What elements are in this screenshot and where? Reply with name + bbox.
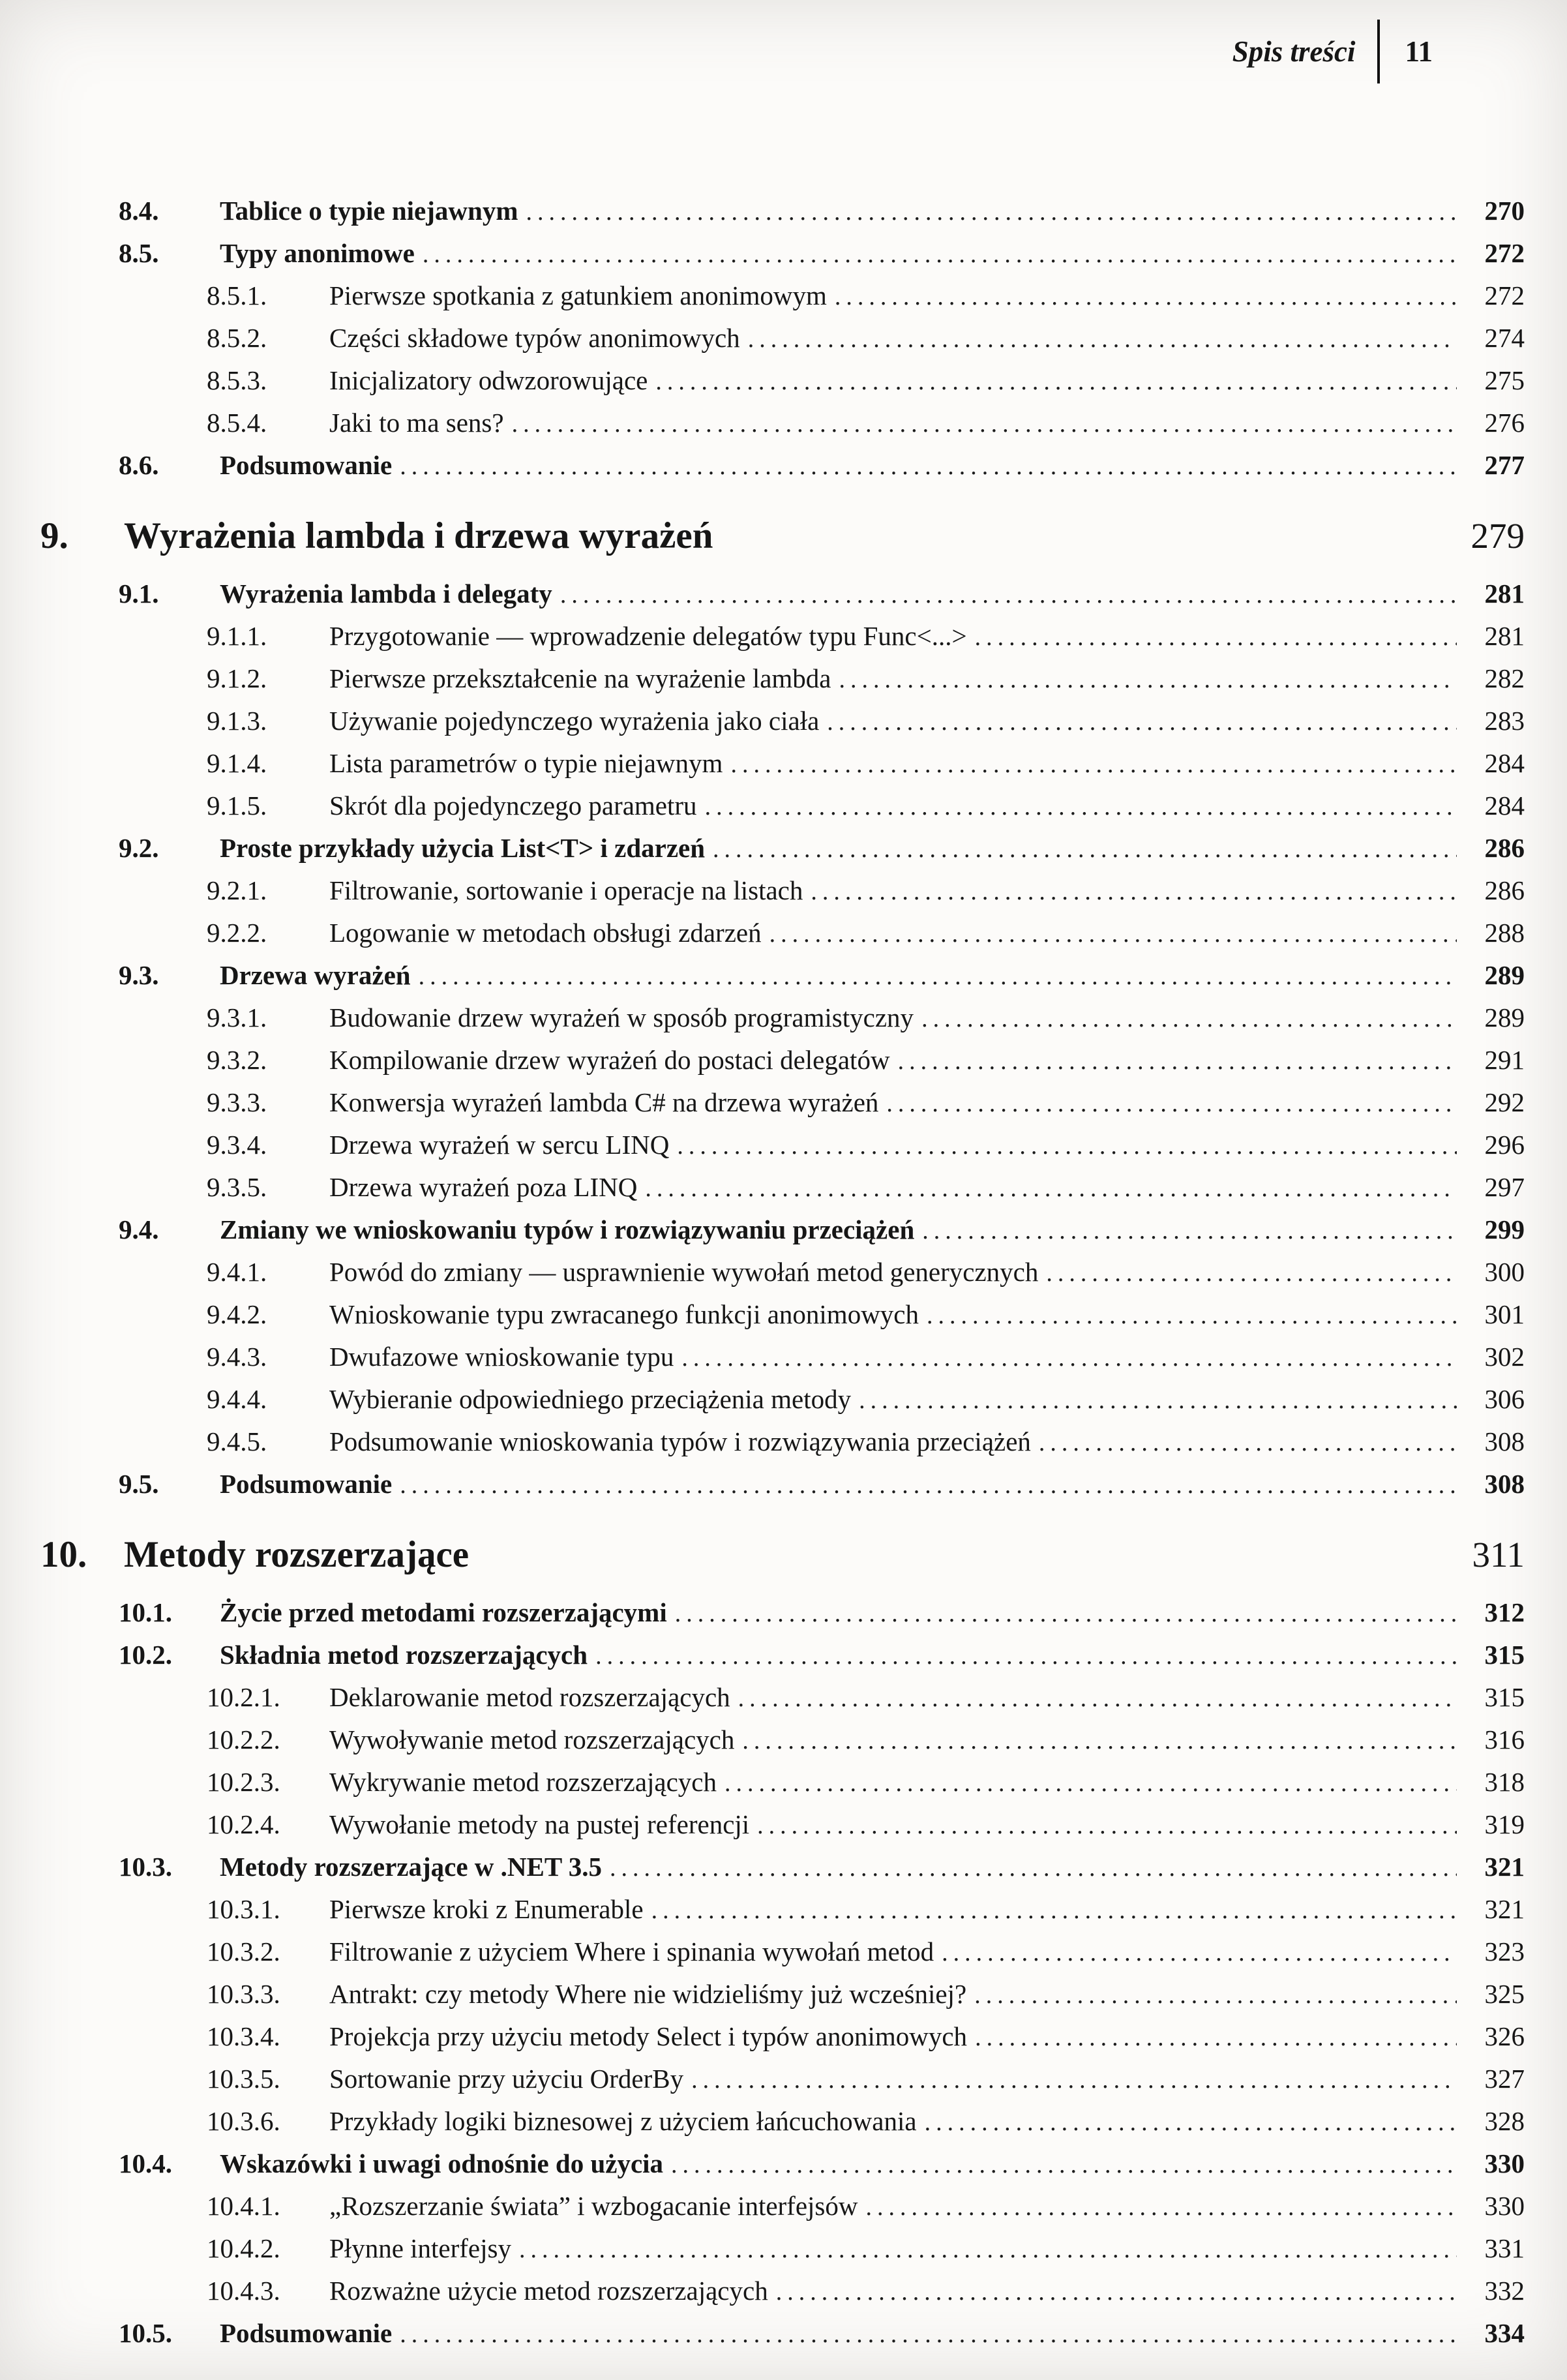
entry-title: Składnia metod rozszerzających — [220, 1640, 588, 1670]
dot-leader — [866, 2186, 1457, 2228]
dot-leader — [671, 2143, 1457, 2186]
entry-title: Skrót dla pojedynczego parametru — [329, 791, 697, 821]
entry-number: 8.5.2. — [207, 323, 267, 353]
dot-leader — [651, 1889, 1457, 1931]
entry-page-number: 279 — [1470, 516, 1525, 556]
entry-page-number: 281 — [1484, 621, 1525, 651]
dot-leader — [400, 1464, 1457, 1506]
toc-entry-row — [40, 616, 1525, 658]
entry-number: 9.3.1. — [207, 1002, 267, 1032]
entry-number: 9.4.4. — [207, 1384, 267, 1414]
dot-leader — [610, 1846, 1457, 1889]
toc-entry-row — [40, 955, 1525, 997]
toc-entry-row — [40, 1336, 1525, 1379]
dot-leader — [975, 2016, 1457, 2058]
toc-entry-row — [40, 2101, 1525, 2143]
dot-leader — [730, 743, 1457, 785]
toc-entry-row — [40, 1464, 1525, 1506]
entry-number: 8.5.1. — [207, 280, 267, 310]
entry-number: 9.1.2. — [207, 663, 267, 693]
dot-leader — [776, 2270, 1457, 2313]
entry-number: 10. — [40, 1534, 87, 1575]
entry-title: Podsumowanie — [220, 1469, 393, 1499]
entry-page-number: 289 — [1484, 960, 1525, 990]
entry-number: 9. — [40, 515, 68, 556]
entry-number: 9.1.4. — [207, 748, 267, 778]
dot-leader — [713, 828, 1457, 870]
toc-entry-row — [40, 1421, 1525, 1464]
entry-number: 9.3. — [119, 960, 159, 990]
dot-leader — [681, 1336, 1457, 1379]
entry-title: Pierwsze spotkania z gatunkiem anonimowym — [329, 280, 827, 310]
running-header-page-number: 11 — [1405, 35, 1433, 68]
entry-number: 10.4.1. — [207, 2191, 280, 2221]
dot-leader — [757, 1804, 1457, 1846]
entry-number: 9.2.2. — [207, 918, 267, 948]
toc-entry-row — [40, 658, 1525, 700]
entry-page-number: 277 — [1484, 450, 1525, 480]
toc-entry-row — [40, 445, 1525, 487]
entry-title: Filtrowanie z użyciem Where i spinania wywołań metod — [329, 1936, 934, 1966]
entry-number: 8.4. — [119, 196, 159, 226]
entry-page-number: 318 — [1484, 1767, 1525, 1797]
dot-leader — [921, 997, 1457, 1040]
dot-leader — [975, 616, 1457, 658]
entry-number: 9.3.2. — [207, 1045, 267, 1075]
dot-leader — [769, 912, 1457, 955]
entry-number: 10.3.5. — [207, 2064, 280, 2094]
entry-number: 9.4.5. — [207, 1426, 267, 1456]
entry-page-number: 274 — [1484, 323, 1525, 353]
entry-page-number: 323 — [1484, 1936, 1525, 1966]
entry-number: 10.2.3. — [207, 1767, 280, 1797]
entry-title: Drzewa wyrażeń — [220, 960, 411, 990]
entry-page-number: 328 — [1484, 2106, 1525, 2136]
entry-page-number: 300 — [1484, 1257, 1525, 1287]
entry-number: 10.2.2. — [207, 1725, 280, 1755]
toc-entry-row — [40, 700, 1525, 743]
entry-page-number: 325 — [1484, 1979, 1525, 2009]
dot-leader — [560, 573, 1457, 616]
entry-page-number: 308 — [1484, 1469, 1525, 1499]
entry-title: Powód do zmiany — usprawnienie wywołań metod generycznych — [329, 1257, 1039, 1287]
toc-entry-row — [40, 828, 1525, 870]
entry-title: Metody rozszerzające w .NET 3.5 — [220, 1852, 602, 1882]
entry-page-number: 296 — [1484, 1130, 1525, 1160]
entry-page-number: 272 — [1484, 280, 1525, 310]
toc-entry-row — [40, 1762, 1525, 1804]
entry-page-number: 270 — [1484, 196, 1525, 226]
entry-title: Używanie pojedynczego wyrażenia jako ciała — [329, 706, 820, 736]
toc-entry-row — [40, 2313, 1525, 2355]
entry-number: 8.5.4. — [207, 408, 267, 438]
toc-entry-row — [40, 1931, 1525, 1974]
entry-title: Części składowe typów anonimowych — [329, 323, 740, 353]
toc-entry-row — [40, 1592, 1525, 1634]
entry-number: 10.4. — [119, 2148, 172, 2178]
entry-number: 9.1.5. — [207, 791, 267, 821]
dot-leader — [595, 1634, 1457, 1677]
entry-number: 9.3.3. — [207, 1087, 267, 1117]
toc-entry-row — [40, 2186, 1525, 2228]
dot-leader — [691, 2058, 1457, 2101]
entry-number: 9.3.5. — [207, 1172, 267, 1202]
entry-page-number: 284 — [1484, 791, 1525, 821]
entry-number: 10.3.2. — [207, 1936, 280, 1966]
entry-number: 9.4.1. — [207, 1257, 267, 1287]
entry-title: Projekcja przy użyciu metody Select i typów anonimowych — [329, 2021, 968, 2051]
toc-entry-row — [40, 1167, 1525, 1209]
entry-page-number: 311 — [1472, 1535, 1525, 1574]
entry-page-number: 321 — [1484, 1894, 1525, 1924]
entry-number: 9.4.3. — [207, 1342, 267, 1372]
entry-title: Antrakt: czy metody Where nie widzieliśmy już wcześniej? — [329, 1979, 967, 2009]
toc-entry-row — [40, 912, 1525, 955]
toc-entry-row — [40, 743, 1525, 785]
entry-page-number: 330 — [1484, 2191, 1525, 2221]
dot-leader — [738, 1677, 1457, 1719]
entry-page-number: 308 — [1484, 1426, 1525, 1456]
dot-leader — [922, 1209, 1457, 1252]
entry-page-number: 315 — [1484, 1682, 1525, 1712]
toc-entry-row — [40, 1974, 1525, 2016]
dot-leader — [811, 870, 1457, 912]
entry-title: Jaki to ma sens? — [329, 408, 504, 438]
entry-page-number: 289 — [1484, 1002, 1525, 1032]
entry-page-number: 276 — [1484, 408, 1525, 438]
toc-entry-row — [40, 233, 1525, 275]
entry-number: 9.2. — [119, 833, 159, 863]
entry-title: Płynne interfejsy — [329, 2233, 511, 2263]
entry-title: Proste przykłady użycia List<T> i zdarzeń — [220, 833, 706, 863]
entry-title: Podsumowanie wnioskowania typów i rozwiązywania przeciążeń — [329, 1426, 1031, 1456]
toc-entry-row — [40, 870, 1525, 912]
toc-entry-row — [40, 1719, 1525, 1762]
entry-page-number: 297 — [1484, 1172, 1525, 1202]
dot-leader — [512, 402, 1457, 445]
entry-number: 10.5. — [119, 2318, 172, 2348]
entry-page-number: 291 — [1484, 1045, 1525, 1075]
entry-title: Tablice o typie niejawnym — [220, 196, 518, 226]
dot-leader — [748, 318, 1457, 360]
toc-entry-row — [40, 1889, 1525, 1931]
toc-entry-row — [40, 1677, 1525, 1719]
entry-title: Kompilowanie drzew wyrażeń do postaci delegatów — [329, 1045, 890, 1075]
entry-title: Filtrowanie, sortowanie i operacje na listach — [329, 875, 803, 905]
entry-page-number: 284 — [1484, 748, 1525, 778]
entry-number: 10.2.1. — [207, 1682, 280, 1712]
entry-page-number: 326 — [1484, 2021, 1525, 2051]
entry-title: Drzewa wyrażeń poza LINQ — [329, 1172, 638, 1202]
entry-title: Wnioskowanie typu zwracanego funkcji anonimowych — [329, 1299, 919, 1329]
entry-page-number: 306 — [1484, 1384, 1525, 1414]
entry-page-number: 281 — [1484, 579, 1525, 609]
entry-page-number: 312 — [1484, 1597, 1525, 1627]
toc-entry-row — [40, 997, 1525, 1040]
toc-entry-row — [40, 573, 1525, 616]
entry-number: 8.6. — [119, 450, 159, 480]
entry-title: Metody rozszerzające — [124, 1534, 470, 1575]
dot-leader — [925, 2101, 1457, 2143]
toc-chapter-row — [40, 512, 1525, 560]
entry-title: Pierwsze przekształcenie na wyrażenie lambda — [329, 663, 831, 693]
toc-entry-row — [40, 275, 1525, 318]
entry-number: 8.5.3. — [207, 365, 267, 395]
dot-leader — [423, 233, 1457, 275]
dot-leader — [1046, 1252, 1457, 1294]
entry-title: Wyrażenia lambda i delegaty — [220, 579, 552, 609]
entry-title: Wykrywanie metod rozszerzających — [329, 1767, 717, 1797]
entry-page-number: 331 — [1484, 2233, 1525, 2263]
entry-number: 10.3.3. — [207, 1979, 280, 2009]
toc-entry-row — [40, 2058, 1525, 2101]
toc-entry-row — [40, 1252, 1525, 1294]
toc-entry-row — [40, 785, 1525, 828]
dot-leader — [400, 2313, 1457, 2355]
entry-page-number: 327 — [1484, 2064, 1525, 2094]
entry-page-number: 321 — [1484, 1852, 1525, 1882]
entry-page-number: 299 — [1484, 1214, 1525, 1244]
toc-list — [40, 190, 1525, 2355]
dot-leader — [927, 1294, 1457, 1336]
dot-leader — [839, 658, 1457, 700]
entry-page-number: 302 — [1484, 1342, 1525, 1372]
toc-entry-row — [40, 1124, 1525, 1167]
entry-title: Drzewa wyrażeń w sercu LINQ — [329, 1130, 670, 1160]
entry-page-number: 330 — [1484, 2148, 1525, 2178]
entry-number: 10.1. — [119, 1597, 172, 1627]
toc-entry-row — [40, 2143, 1525, 2186]
entry-number: 10.4.2. — [207, 2233, 280, 2263]
dot-leader — [705, 785, 1457, 828]
entry-page-number: 288 — [1484, 918, 1525, 948]
dot-leader — [974, 1974, 1457, 2016]
entry-number: 10.2. — [119, 1640, 172, 1670]
entry-title: Typy anonimowe — [220, 238, 415, 268]
entry-title: Sortowanie przy użyciu OrderBy — [329, 2064, 684, 2094]
entry-page-number: 316 — [1484, 1725, 1525, 1755]
entry-number: 9.3.4. — [207, 1130, 267, 1160]
toc-entry-row — [40, 1040, 1525, 1082]
dot-leader — [898, 1040, 1457, 1082]
dot-leader — [519, 2228, 1457, 2270]
toc-entry-row — [40, 2228, 1525, 2270]
entry-title: Lista parametrów o typie niejawnym — [329, 748, 723, 778]
dot-leader — [827, 700, 1457, 743]
dot-leader — [1039, 1421, 1457, 1464]
entry-page-number: 301 — [1484, 1299, 1525, 1329]
entry-title: Podsumowanie — [220, 450, 393, 480]
entry-title: Logowanie w metodach obsługi zdarzeń — [329, 918, 762, 948]
entry-title: Podsumowanie — [220, 2318, 393, 2348]
toc-entry-row — [40, 402, 1525, 445]
toc-entry-row — [40, 1804, 1525, 1846]
toc-entry-row — [40, 1379, 1525, 1421]
dot-leader — [677, 1124, 1457, 1167]
entry-page-number: 292 — [1484, 1087, 1525, 1117]
entry-number: 9.1.3. — [207, 706, 267, 736]
dot-leader — [645, 1167, 1457, 1209]
toc-entry-row — [40, 318, 1525, 360]
dot-leader — [886, 1082, 1457, 1124]
entry-title: Życie przed metodami rozszerzającymi — [220, 1597, 667, 1627]
entry-number: 9.1. — [119, 579, 159, 609]
entry-title: Deklarowanie metod rozszerzających — [329, 1682, 730, 1712]
entry-page-number: 315 — [1484, 1640, 1525, 1670]
entry-page-number: 286 — [1484, 833, 1525, 863]
entry-page-number: 282 — [1484, 663, 1525, 693]
entry-page-number: 286 — [1484, 875, 1525, 905]
toc-entry-row — [40, 360, 1525, 402]
toc-chapter-row — [40, 1531, 1525, 1579]
entry-number: 9.4.2. — [207, 1299, 267, 1329]
entry-page-number: 283 — [1484, 706, 1525, 736]
toc-entry-row — [40, 1846, 1525, 1889]
entry-title: Przykłady logiki biznesowej z użyciem łańcuchowania — [329, 2106, 917, 2136]
entry-title: Wyrażenia lambda i drzewa wyrażeń — [124, 515, 713, 556]
entry-number: 9.2.1. — [207, 875, 267, 905]
entry-number: 9.1.1. — [207, 621, 267, 651]
dot-leader — [859, 1379, 1457, 1421]
entry-number: 9.4. — [119, 1214, 159, 1244]
entry-title: Przygotowanie — wprowadzenie delegatów typu Func<...> — [329, 621, 967, 651]
entry-page-number: 272 — [1484, 238, 1525, 268]
toc-entry-row — [40, 2270, 1525, 2313]
dot-leader — [835, 275, 1457, 318]
entry-number: 10.3.6. — [207, 2106, 280, 2136]
entry-page-number: 275 — [1484, 365, 1525, 395]
dot-leader — [419, 955, 1457, 997]
entry-page-number: 319 — [1484, 1809, 1525, 1839]
entry-number: 10.4.3. — [207, 2276, 280, 2306]
toc-entry-row — [40, 2016, 1525, 2058]
entry-title: Zmiany we wnioskowaniu typów i rozwiązywaniu przeciążeń — [220, 1214, 915, 1244]
entry-number: 10.3.1. — [207, 1894, 280, 1924]
entry-number: 8.5. — [119, 238, 159, 268]
entry-title: Dwufazowe wnioskowanie typu — [329, 1342, 674, 1372]
dot-leader — [400, 445, 1457, 487]
entry-title: Rozważne użycie metod rozszerzających — [329, 2276, 768, 2306]
entry-title: Wybieranie odpowiedniego przeciążenia metody — [329, 1384, 852, 1414]
dot-leader — [526, 190, 1457, 233]
dot-leader — [655, 360, 1457, 402]
entry-number: 9.5. — [119, 1469, 159, 1499]
dot-leader — [742, 1719, 1457, 1762]
entry-title: Pierwsze kroki z Enumerable — [329, 1894, 644, 1924]
toc-entry-row — [40, 1294, 1525, 1336]
entry-title: Budowanie drzew wyrażeń w sposób programistyczny — [329, 1002, 914, 1032]
entry-number: 10.2.4. — [207, 1809, 280, 1839]
entry-number: 10.3.4. — [207, 2021, 280, 2051]
dot-leader — [942, 1931, 1457, 1974]
dot-leader — [675, 1592, 1457, 1634]
toc-entry-row — [40, 1209, 1525, 1252]
running-header-title: Spis treści — [1232, 35, 1356, 68]
running-header — [1232, 20, 1433, 83]
entry-title: Inicjalizatory odwzorowujące — [329, 365, 648, 395]
toc-entry-row — [40, 1634, 1525, 1677]
toc-entry-row — [40, 1082, 1525, 1124]
entry-title: Wskazówki i uwagi odnośnie do użycia — [220, 2148, 664, 2178]
entry-number: 10.3. — [119, 1852, 172, 1882]
toc-entry-row — [40, 190, 1525, 233]
entry-title: „Rozszerzanie świata” i wzbogacanie interfejsów — [329, 2191, 858, 2221]
entry-title: Konwersja wyrażeń lambda C# na drzewa wyrażeń — [329, 1087, 879, 1117]
entry-page-number: 332 — [1484, 2276, 1525, 2306]
dot-leader — [724, 1762, 1457, 1804]
entry-title: Wywoływanie metod rozszerzających — [329, 1725, 735, 1755]
entry-title: Wywołanie metody na pustej referencji — [329, 1809, 750, 1839]
entry-page-number: 334 — [1484, 2318, 1525, 2348]
